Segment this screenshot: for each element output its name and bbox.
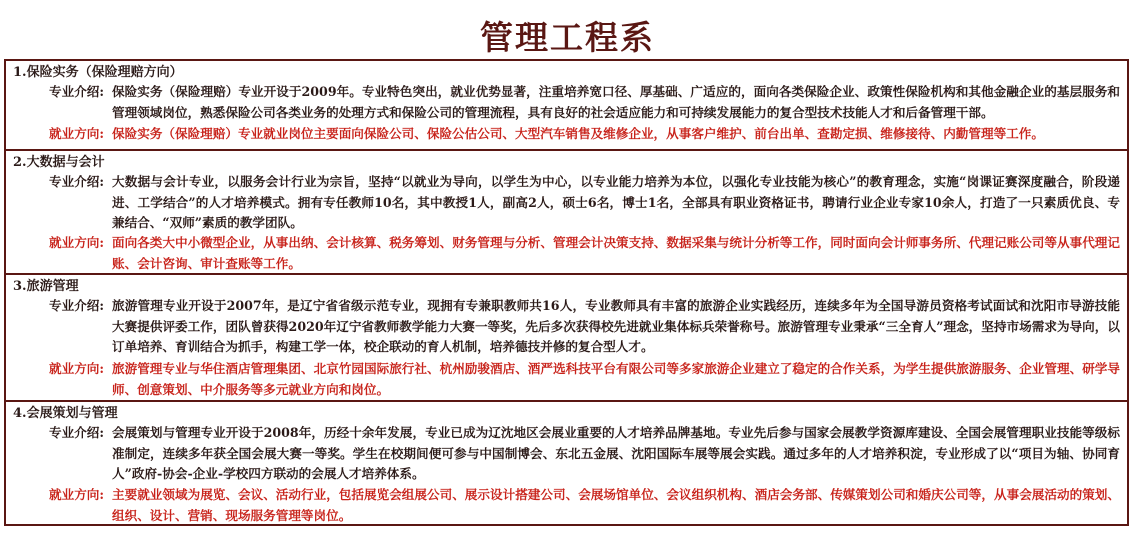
career-label: 就业方向: <box>49 361 105 376</box>
intro-label: 专业介绍: <box>49 174 105 189</box>
section-heading: 3.旅游管理 <box>13 279 79 294</box>
section-tourism-management <box>6 273 1127 400</box>
career-label: 就业方向: <box>49 487 105 502</box>
intro-text: 大数据与会计专业，以服务会计行业为宗旨，坚持“以就业为导向，以学生为中心，以专业能力培养为本位，以强化专业技能为核心”的教育理念，实施“岗课证赛深度融合，阶段递进、工学结合”的人才培养模式。拥有专任教师10名，其中教授1人，副高2人，硕士6名，博士1名，全部具有职业资格证书，聘请行业企业专家10余人，打造了一只素质优良、专兼结合、“双师”素质的教学团队。 <box>112 174 1120 230</box>
intro-text: 旅游管理专业开设于2007年，是辽宁省省级示范专业，现拥有专兼职教师共16人，专业教师具有丰富的旅游企业实践经历，连续多年为全国导游员资格考试面试和沈阳市导游技能大赛提供评委工作，团队曾获得2020年辽宁省教师教学能力大赛一等奖，先后多次获得校先进就业集体标兵荣誉称号。旅游管理专业秉承“三全育人”理念，坚持市场需求为导向，以订单培养、育训结合为抓手，构建工学一体，校企联动的育人机制，培养德技并修的复合型人才。 <box>112 298 1120 354</box>
section-big-data-accounting <box>6 149 1127 273</box>
majors-panel <box>4 59 1129 526</box>
career-label: 就业方向: <box>49 235 105 250</box>
section-heading: 2.大数据与会计 <box>13 155 105 170</box>
career-text: 主要就业领域为展览、会议、活动行业，包括展览会组展公司、展示设计搭建公司、会展场馆单位、会议组织机构、酒店会务部、传媒策划公司和婚庆公司等，从事会展活动的策划、组织、设计、营销、现场服务管理等岗位。 <box>112 487 1120 523</box>
intro-label: 专业介绍: <box>49 298 105 313</box>
career-text: 旅游管理专业与华住酒店管理集团、北京竹园国际旅行社、杭州励骏酒店、酒严选科技平台有限公司等多家旅游企业建立了稳定的合作关系，为学生提供旅游服务、企业管理、研学导师、创意策划、中介服务等多元就业方向和岗位。 <box>112 361 1120 397</box>
section-exhibition-planning <box>6 400 1127 526</box>
section-heading: 1.保险实务（保险理赔方向） <box>13 65 183 80</box>
intro-text: 会展策划与管理专业开设于2008年，历经十余年发展，专业已成为辽沈地区会展业重要的人才培养品牌基地。专业先后参与国家会展教学资源库建设、全国会展管理职业技能等级标准制定，连续多年获全国会展大赛一等奖。学生在校期间便可参与中国制博会、东北五金展、沈阳国际车展等展会实践。通过多年的人才培养积淀，专业形成了以“项目为轴、协同育人”政府-协会-企业-学校四方联动的会展人才培养体系。 <box>112 425 1120 481</box>
career-text: 保险实务（保险理赔）专业就业岗位主要面向保险公司、保险公估公司、大型汽车销售及维修企业，从事客户维护、前台出单、查勘定损、维修接待、内勤管理等工作。 <box>112 126 1044 141</box>
career-label: 就业方向: <box>49 126 105 141</box>
career-text: 面向各类大中小微型企业，从事出纳、会计核算、税务筹划、财务管理与分析、管理会计决策支持、数据采集与统计分析等工作，同时面向会计师事务所、代理记账公司等从事代理记账、会计咨询、审计查账等工作。 <box>112 235 1120 271</box>
section-heading: 4.会展策划与管理 <box>13 406 118 421</box>
intro-label: 专业介绍: <box>49 425 105 440</box>
page-title: 管理工程系 <box>480 18 655 57</box>
section-insurance <box>6 61 1127 149</box>
intro-text: 保险实务（保险理赔）专业开设于2009年。专业特色突出，就业优势显著，注重培养宽口径、厚基础、广适应的，面向各类保险企业、政策性保险机构和其他金融企业的基层服务和管理领域岗位，熟悉保险公司各类业务的处理方式和保险公司的管理流程，具有良好的社会适应能力和可持续发展能力的复合型技术技能人才和后备管理干部。 <box>112 84 1120 120</box>
intro-label: 专业介绍: <box>49 84 105 99</box>
